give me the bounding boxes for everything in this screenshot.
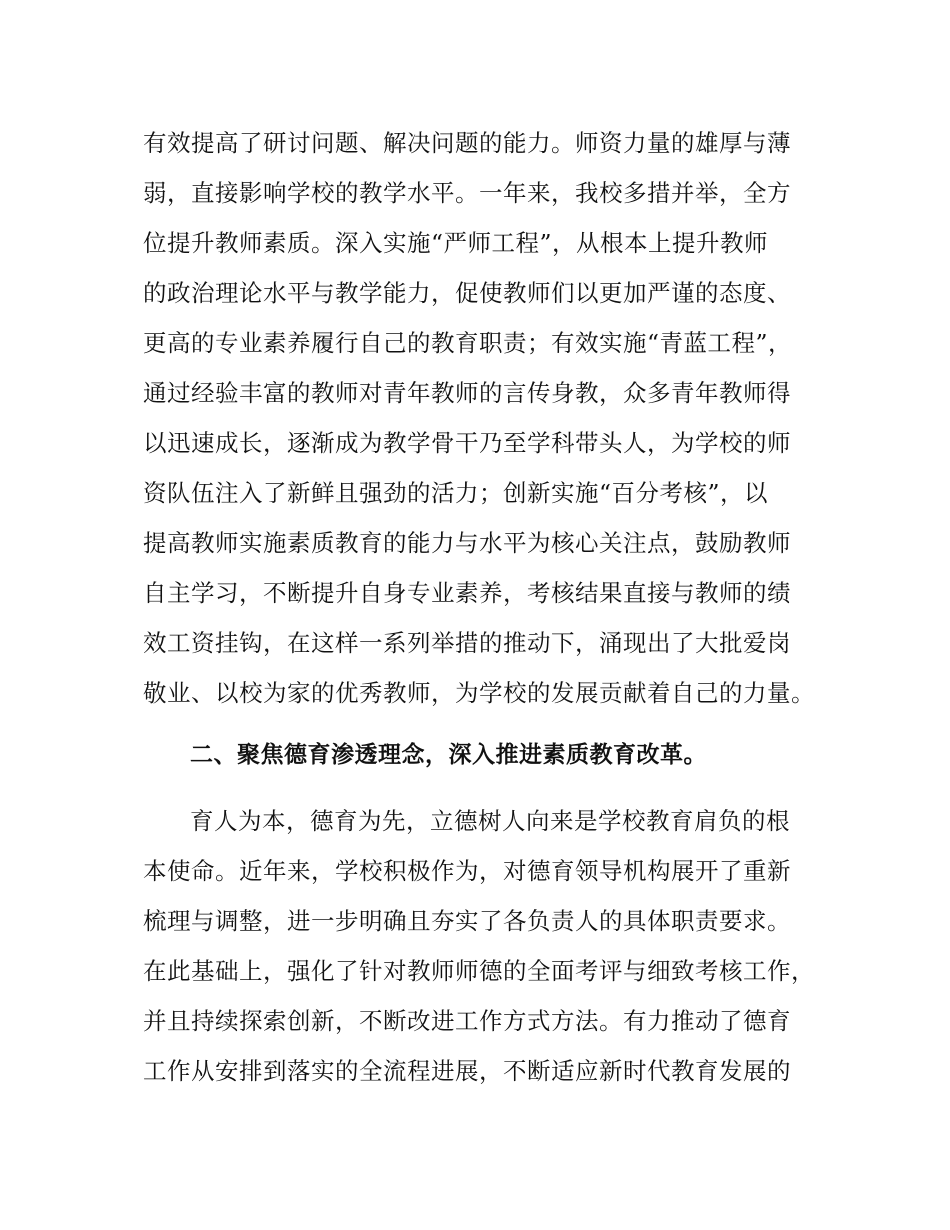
paragraph-line: 有效提高了研讨问题、解决问题的能力。师资力量的雄厚与薄 bbox=[143, 129, 791, 157]
paragraph-line: 位提升教师素质。深入实施“严师工程”，从根本上提升教师 bbox=[143, 229, 769, 257]
paragraph-line: 通过经验丰富的教师对青年教师的言传身教，众多青年教师得 bbox=[143, 379, 791, 407]
paragraph-line: 提高教师实施素质教育的能力与水平为核心关注点，鼓励教师 bbox=[143, 529, 791, 557]
paragraph-line: 在此基础上，强化了针对教师师德的全面考评与细致考核工作， bbox=[143, 957, 815, 985]
paragraph-line: 育人为本，德育为先，立德树人向来是学校教育肩负的根 bbox=[190, 807, 790, 835]
paragraph-line: 梳理与调整，进一步明确且夯实了各负责人的具体职责要求。 bbox=[143, 907, 791, 935]
section-heading: 二、聚焦德育渗透理念，深入推进素质教育改革。 bbox=[190, 742, 707, 768]
paragraph-line: 并且持续探索创新，不断改进工作方式方法。有力推动了德育 bbox=[143, 1007, 791, 1035]
paragraph-line: 更高的专业素养履行自己的教育职责；有效实施“青蓝工程”， bbox=[143, 329, 793, 357]
paragraph-line: 效工资挂钩，在这样一系列举措的推动下，涌现出了大批爱岗 bbox=[143, 629, 791, 657]
paragraph-line: 以迅速成长，逐渐成为教学骨干乃至学科带头人，为学校的师 bbox=[143, 429, 791, 457]
paragraph-line: 本使命。近年来，学校积极作为，对德育领导机构展开了重新 bbox=[143, 857, 791, 885]
paragraph-line: 资队伍注入了新鲜且强劲的活力；创新实施“百分考核”，以 bbox=[143, 479, 769, 507]
paragraph-line: 敬业、以校为家的优秀教师，为学校的发展贡献着自己的力量。 bbox=[143, 679, 815, 707]
paragraph-line: 弱，直接影响学校的教学水平。一年来，我校多措并举，全方 bbox=[143, 179, 791, 207]
paragraph-line: 自主学习，不断提升自身专业素养，考核结果直接与教师的绩 bbox=[143, 579, 791, 607]
paragraph-line: 工作从安排到落实的全流程进展，不断适应新时代教育发展的 bbox=[143, 1057, 791, 1085]
paragraph-line: 的政治理论水平与教学能力，促使教师们以更加严谨的态度、 bbox=[143, 279, 791, 307]
